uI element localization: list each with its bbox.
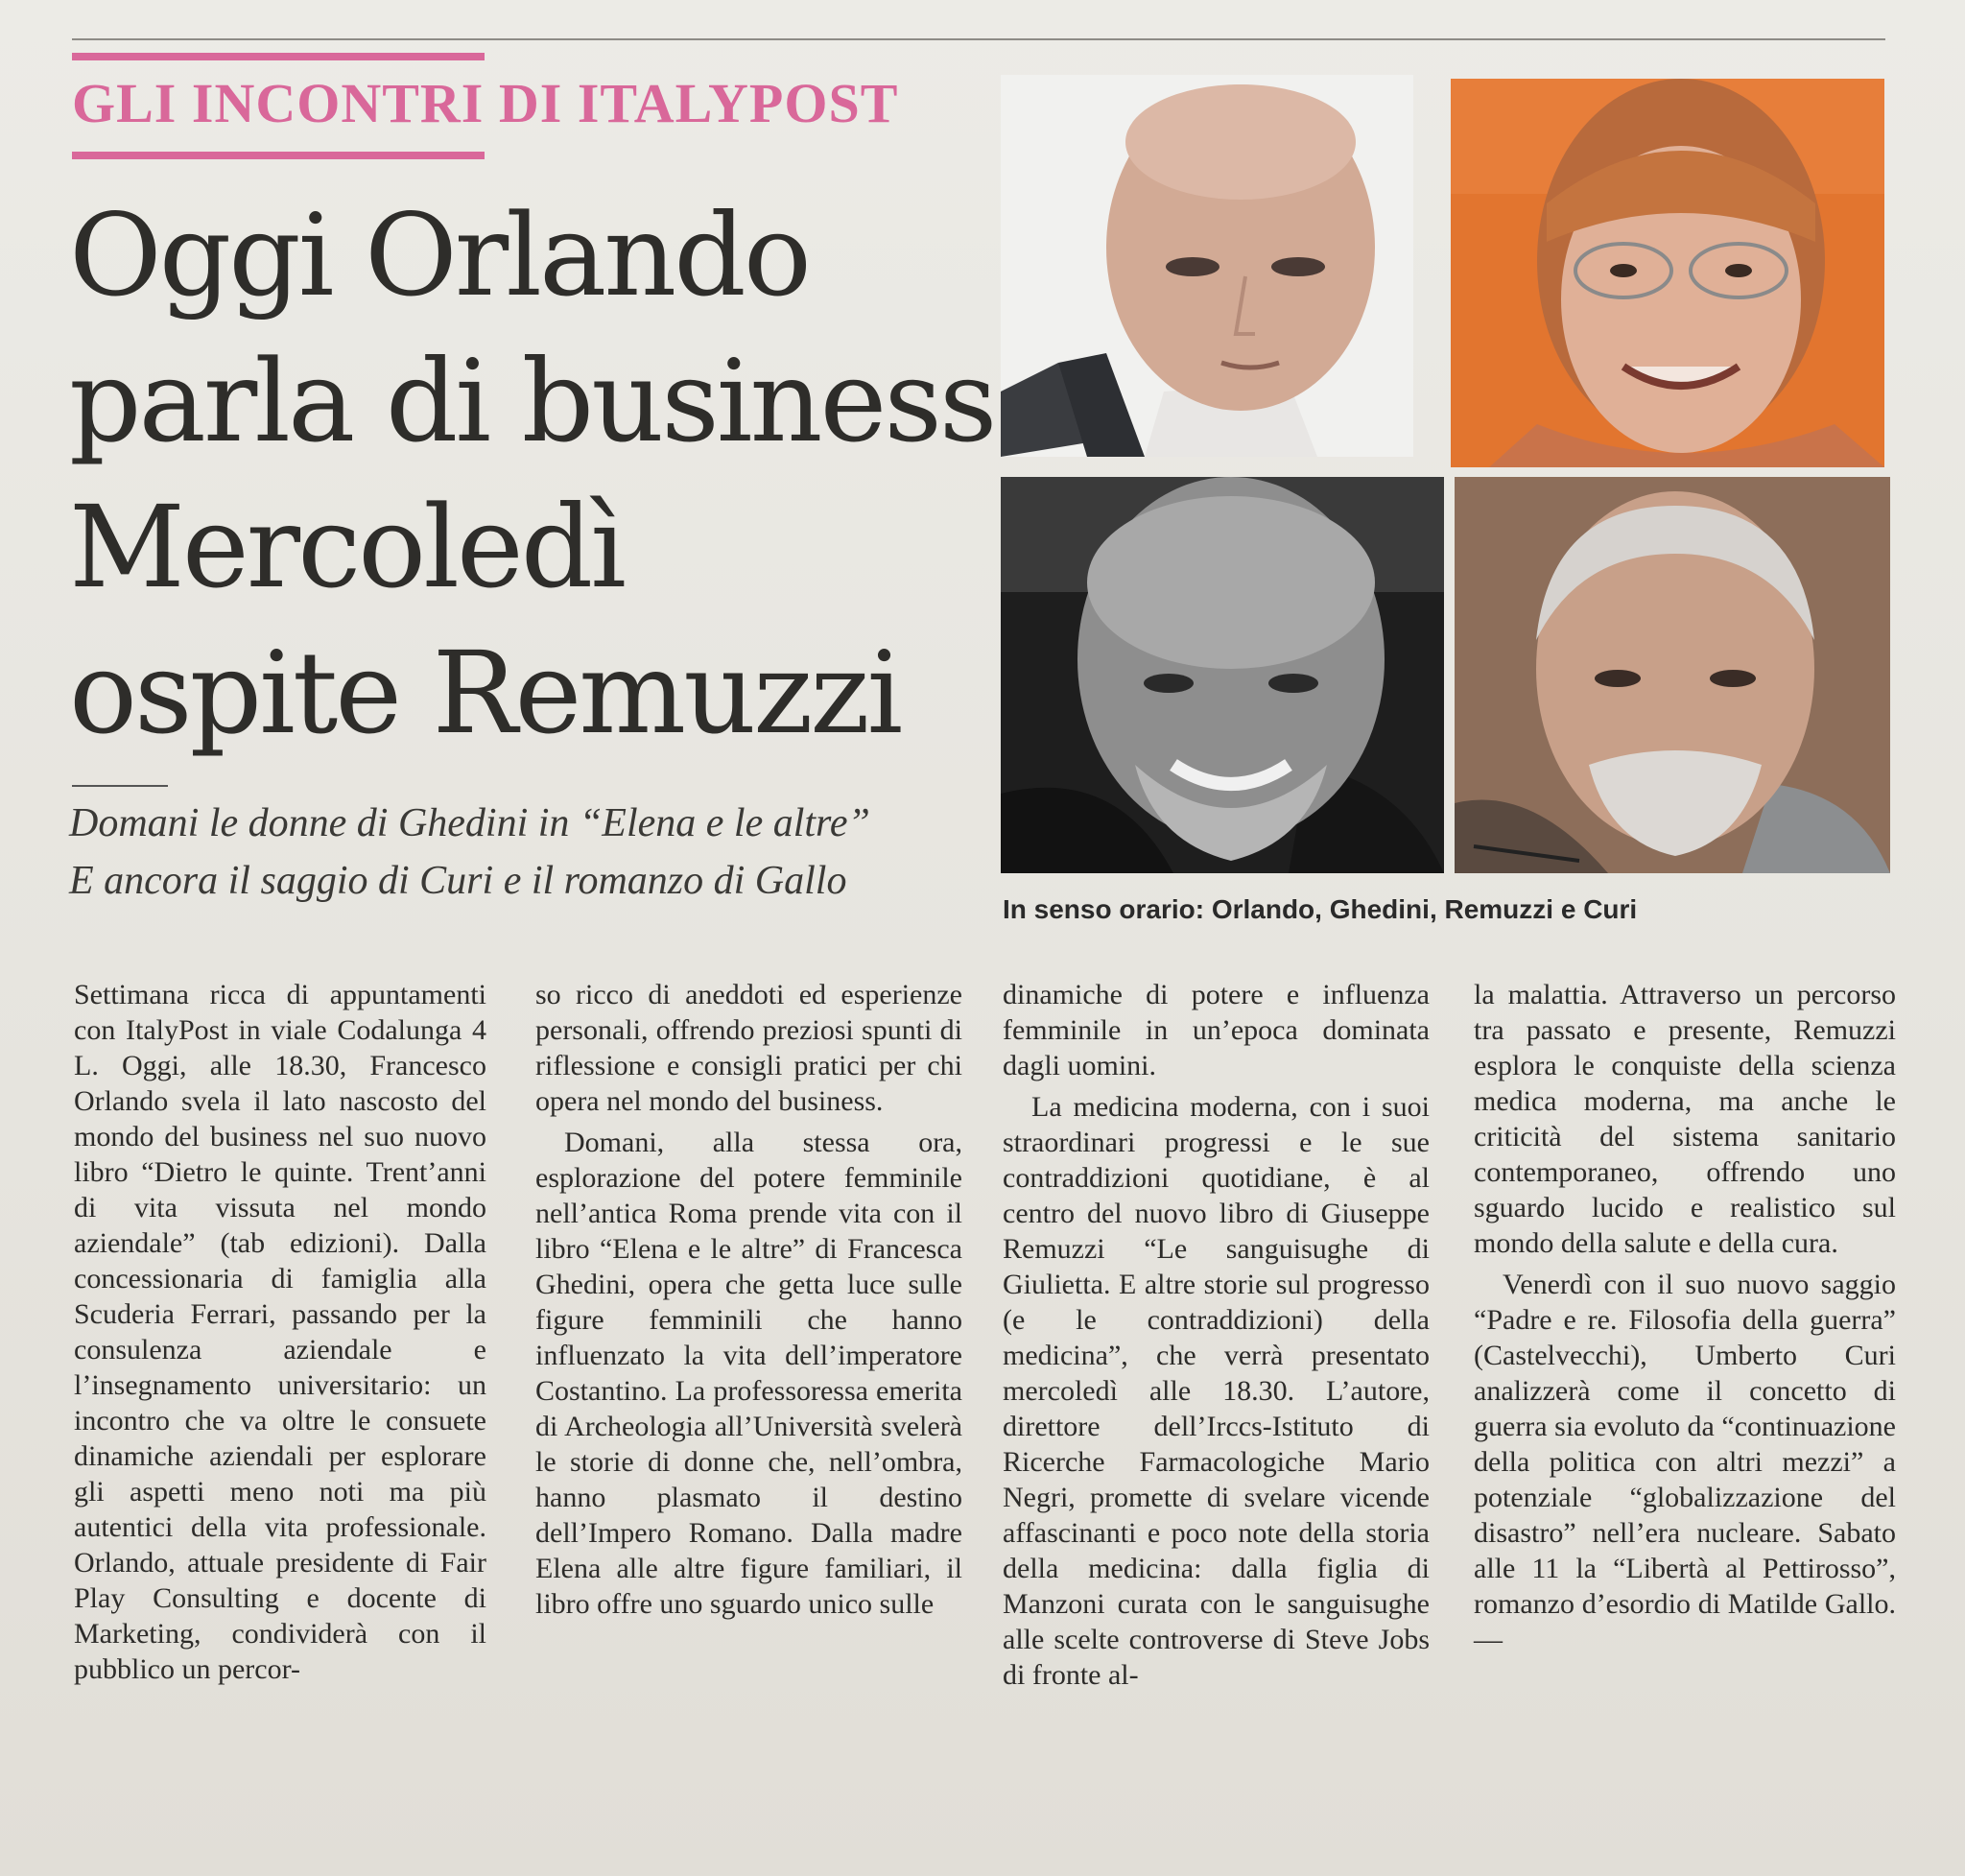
photo-caption: In senso orario: Orlando, Ghedini, Remuzzi e Curi [1003,894,1638,924]
headline-line: Oggi Orlando [69,189,809,321]
kicker-bar-bottom [72,152,485,159]
subhead-rule [72,785,168,787]
headline-line: Mercoledì [69,481,625,613]
kicker-bar-top [72,53,485,60]
photo-remuzzi [1001,477,1444,873]
body-paragraph: la malattia. Attraverso un percorso tra passato e presente, Remuzzi esplora le conquiste della scienza medica moderna, ma anche le criticità del sistema sanitario contemporaneo, offrendo uno sguardo lucido e realistico sul mondo della salute e della cura. [1474,979,1896,1259]
body-paragraph: Domani, alla stessa ora, esplorazione del potere femminile nell’antica Roma prende vita con il libro “Elena e le altre” di Francesca Ghedini, opera che getta luce sulle figure femminili che hanno influenzato la vita dell’imperatore Costantino. La professoressa emerita di Archeologia all’Università svelerà le storie di donne che, nell’ombra, hanno plasmato il destino dell’Impero Romano. Dalla madre Elena alle altre figure familiari, il libro offre uno sguardo unico sulle [535,1127,962,1620]
photo-orlando [1001,75,1413,457]
headline [69,182,995,766]
headline-line: parla di business [69,335,995,467]
subhead [69,795,990,910]
top-rule [72,38,1885,40]
body-column-3 [1003,977,1430,1693]
body-paragraph: so ricco di aneddoti ed esperienze personali, offrendo preziosi spunti di riflessione e consigli pratici per chi opera nel mondo del business. [535,979,962,1117]
photo-curi [1455,477,1890,873]
subhead-line: Domani le donne di Ghedini in “Elena e le altre” [69,801,870,845]
photo-ghedini [1451,79,1884,467]
body-column-2 [535,977,962,1622]
body-paragraph: La medicina moderna, con i suoi straordinari progressi e le sue contraddizioni quotidiane, è al centro del nuovo libro di Giuseppe Remuzzi “Le sanguisughe di Giulietta. E altre storie sul progresso (e le contraddizioni) della medicina”, che verrà presentato mercoledì alle 18.30. L’autore, direttore dell’Irccs-Istituto di Ricerche Farmacologiche Mario Negri, promette di svelare vicende affascinanti e poco note della storia della medicina: dalla figlia di Manzoni curata con le sanguisughe alle scelte controverse di Steve Jobs di fronte al- [1003,1091,1430,1691]
body-paragraph: dinamiche di potere e influenza femminile in un’epoca dominata dagli uomini. [1003,979,1430,1081]
section-kicker: GLI INCONTRI DI ITALYPOST [72,72,899,134]
body-paragraph: Settimana ricca di appuntamenti con ItalyPost in viale Codalunga 4 L. Oggi, alle 18.30, Francesco Orlando svela il lato nascosto del mondo del business nel suo nuovo libro “Dietro le quinte. Trent’anni di vita vissuta nel mondo aziendale” (tab edizioni). Dalla concessionaria di famiglia alla Scuderia Ferrari, passando per la consulenza aziendale e l’insegnamento universitario: un incontro che va oltre le consuete dinamiche aziendali per esplorare gli aspetti meno noti ma più autentici della vita professionale. Orlando, attuale presidente di Fair Play Consulting e docente di Marketing, condividerà con il pubblico un percor- [74,979,486,1685]
body-column-4 [1474,977,1896,1657]
subhead-line: E ancora il saggio di Curi e il romanzo di Gallo [69,859,847,903]
headline-line: ospite Remuzzi [69,627,901,759]
body-paragraph: Venerdì con il suo nuovo saggio “Padre e re. Filosofia della guerra” (Castelvecchi), Umberto Curi analizzerà come il concetto di guerra sia evoluto da “continuazione della politica con altri mezzi” a potenziale “globalizzazione del disastro” nell’era nucleare. Sabato alle 11 la “Libertà al Pettirosso”, romanzo d’esordio di Matilde Gallo. — [1474,1269,1896,1655]
body-column-1 [74,977,486,1687]
